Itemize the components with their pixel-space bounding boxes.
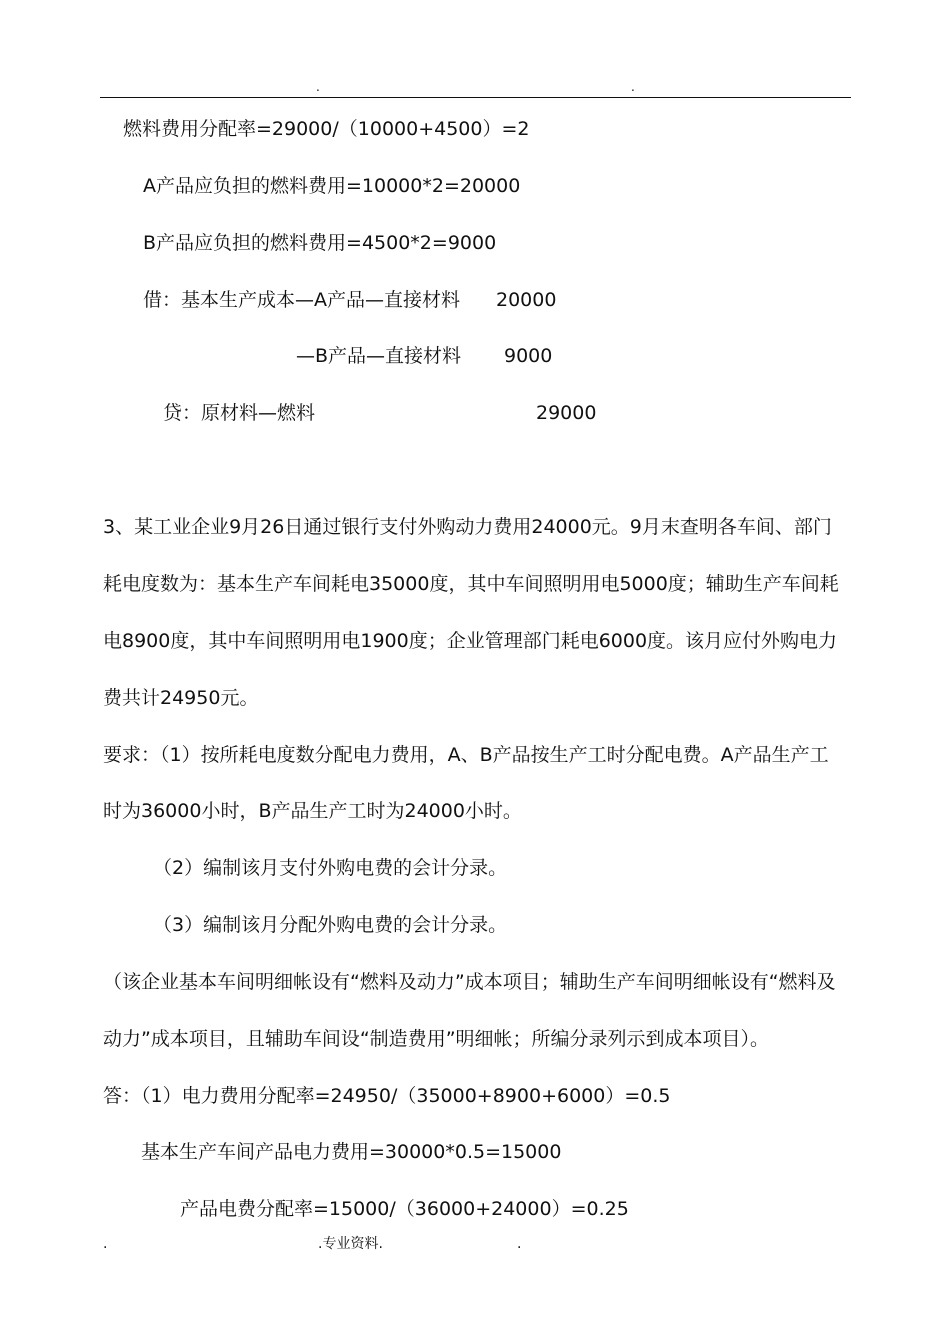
answer-line-2: 基本生产车间产品电力费用=30000*0.5=15000 bbox=[141, 1141, 562, 1163]
journal-debit-a-label: 借：基本生产成本—A产品—直接材料 bbox=[143, 289, 460, 311]
requirement-line-2: 时为36000小时，B产品生产工时为24000小时。 bbox=[103, 800, 522, 822]
journal-credit-amount: 29000 bbox=[536, 402, 597, 424]
answer-line-1: 答：（1）电力费用分配率=24950/（35000+8900+6000）=0.5 bbox=[103, 1085, 671, 1107]
note-line-2: 动力”成本项目，且辅助车间设“制造费用”明细帐；所编分录列示到成本项目）。 bbox=[103, 1028, 770, 1050]
header-rule bbox=[100, 97, 851, 98]
fuel-cost-a-line: A产品应负担的燃料费用=10000*2=20000 bbox=[143, 175, 521, 197]
fuel-rate-line: 燃料费用分配率=29000/（10000+4500）=2 bbox=[123, 118, 530, 140]
journal-debit-a-row bbox=[0, 288, 950, 312]
header-dot-left: . bbox=[316, 80, 320, 94]
question-3-line-2: 耗电度数为：基本生产车间耗电35000度，其中车间照明用电5000度；辅助生产车间耗 bbox=[103, 573, 839, 595]
answer-line-3: 产品电费分配率=15000/（36000+24000）=0.25 bbox=[180, 1198, 629, 1220]
journal-debit-b-amount: 9000 bbox=[504, 345, 553, 367]
footer-dot-right: . bbox=[517, 1236, 522, 1252]
note-line-1: （该企业基本车间明细帐设有“燃料及动力”成本项目；辅助生产车间明细帐设有“燃料及 bbox=[103, 971, 836, 993]
journal-credit-label: 贷：原材料—燃料 bbox=[163, 402, 316, 424]
footer-dot-left: . bbox=[103, 1236, 108, 1252]
journal-debit-b-row bbox=[0, 344, 950, 368]
question-3-line-1: 3、某工业企业9月26日通过银行支付外购动力费用24000元。9月末查明各车间、部门 bbox=[103, 516, 832, 538]
footer-center-text: .专业资料. bbox=[318, 1236, 383, 1252]
requirement-3: （3）编制该月分配外购电费的会计分录。 bbox=[153, 914, 508, 936]
requirement-2: （2）编制该月支付外购电费的会计分录。 bbox=[153, 857, 508, 879]
requirement-line-1: 要求：（1）按所耗电度数分配电力费用，A、B产品按生产工时分配电费。A产品生产工 bbox=[103, 744, 829, 766]
journal-credit-row bbox=[0, 401, 950, 425]
question-3-line-3: 电8900度，其中车间照明用电1900度；企业管理部门耗电6000度。该月应付外购电力 bbox=[103, 630, 838, 652]
journal-debit-b-label: —B产品—直接材料 bbox=[296, 345, 462, 367]
fuel-cost-b-line: B产品应负担的燃料费用=4500*2=9000 bbox=[143, 232, 497, 254]
header-dot-right: . bbox=[631, 80, 635, 94]
question-3-line-4: 费共计24950元。 bbox=[103, 687, 259, 709]
journal-debit-a-amount: 20000 bbox=[496, 289, 557, 311]
